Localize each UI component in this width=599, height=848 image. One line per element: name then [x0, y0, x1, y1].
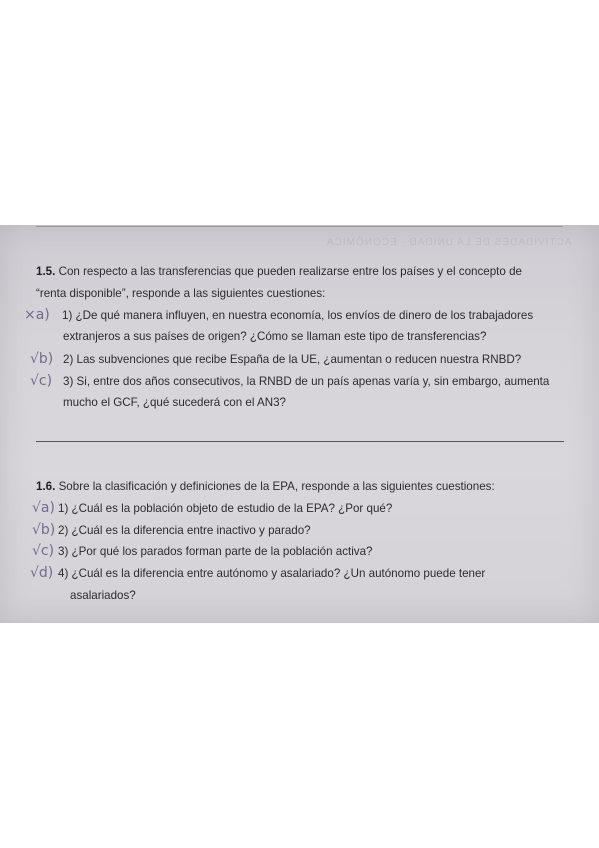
check-mark-16b: √b) — [32, 522, 56, 538]
bleed-through-text: ACTIVIDADES DE LA UNIDAD · ECONÓMICA — [325, 237, 571, 248]
section-15-intro-cont: “renta disponible”, responde a las siguientes cuestiones: — [36, 287, 326, 300]
check-mark-b: √b) — [30, 351, 54, 367]
section-16-intro-text: Sobre la clasificación y definiciones de la EPA, responde a las siguientes cuestiones: — [58, 480, 495, 493]
check-mark-c: √c) — [30, 373, 53, 389]
section-15-intro — [36, 264, 566, 279]
check-mark-16d: √d) — [30, 565, 54, 581]
check-mark-16a: √a) — [32, 500, 55, 516]
cross-mark-a: ×a) — [24, 307, 50, 323]
section-divider — [36, 441, 564, 442]
section-16-question-1: 1) ¿Cuál es la población objeto de estudio de la EPA? ¿Por qué? — [58, 502, 393, 515]
section-15-number: 1.5. — [36, 265, 56, 278]
section-16-question-4: 4) ¿Cuál es la diferencia entre autónomo y asalariado? ¿Un autónomo puede tener — [58, 567, 486, 580]
top-divider — [36, 226, 563, 227]
section-15-question-3-cont: mucho el GCF, ¿qué sucederá con el AN3? — [63, 396, 286, 409]
section-16-question-3: 3) ¿Por qué los parados forman parte de la población activa? — [58, 545, 373, 558]
paper-sheet — [0, 225, 599, 623]
section-16-question-2: 2) ¿Cuál es la diferencia entre inactivo y parado? — [58, 524, 311, 537]
check-mark-16c: √c) — [32, 543, 55, 559]
section-15-question-1: 1) ¿De qué manera influyen, en nuestra economía, los envíos de dinero de los trabajadores — [62, 309, 534, 322]
section-15-question-2: 2) Las subvenciones que recibe España de la UE, ¿aumentan o reducen nuestra RNBD? — [63, 353, 522, 366]
section-15-question-3: 3) Si, entre dos años consecutivos, la RNBD de un país apenas varía y, sin embargo, aumenta — [63, 375, 550, 388]
section-16-intro — [36, 479, 566, 494]
section-15-question-1-cont: extranjeros a sus países de origen? ¿Cómo se llaman este tipo de transferencias? — [63, 330, 487, 343]
section-15-intro-text: Con respecto a las transferencias que pueden realizarse entre los países y el concepto de — [58, 265, 522, 278]
section-16-number: 1.6. — [36, 480, 56, 493]
section-16-question-4-cont: asalariados? — [70, 589, 136, 602]
